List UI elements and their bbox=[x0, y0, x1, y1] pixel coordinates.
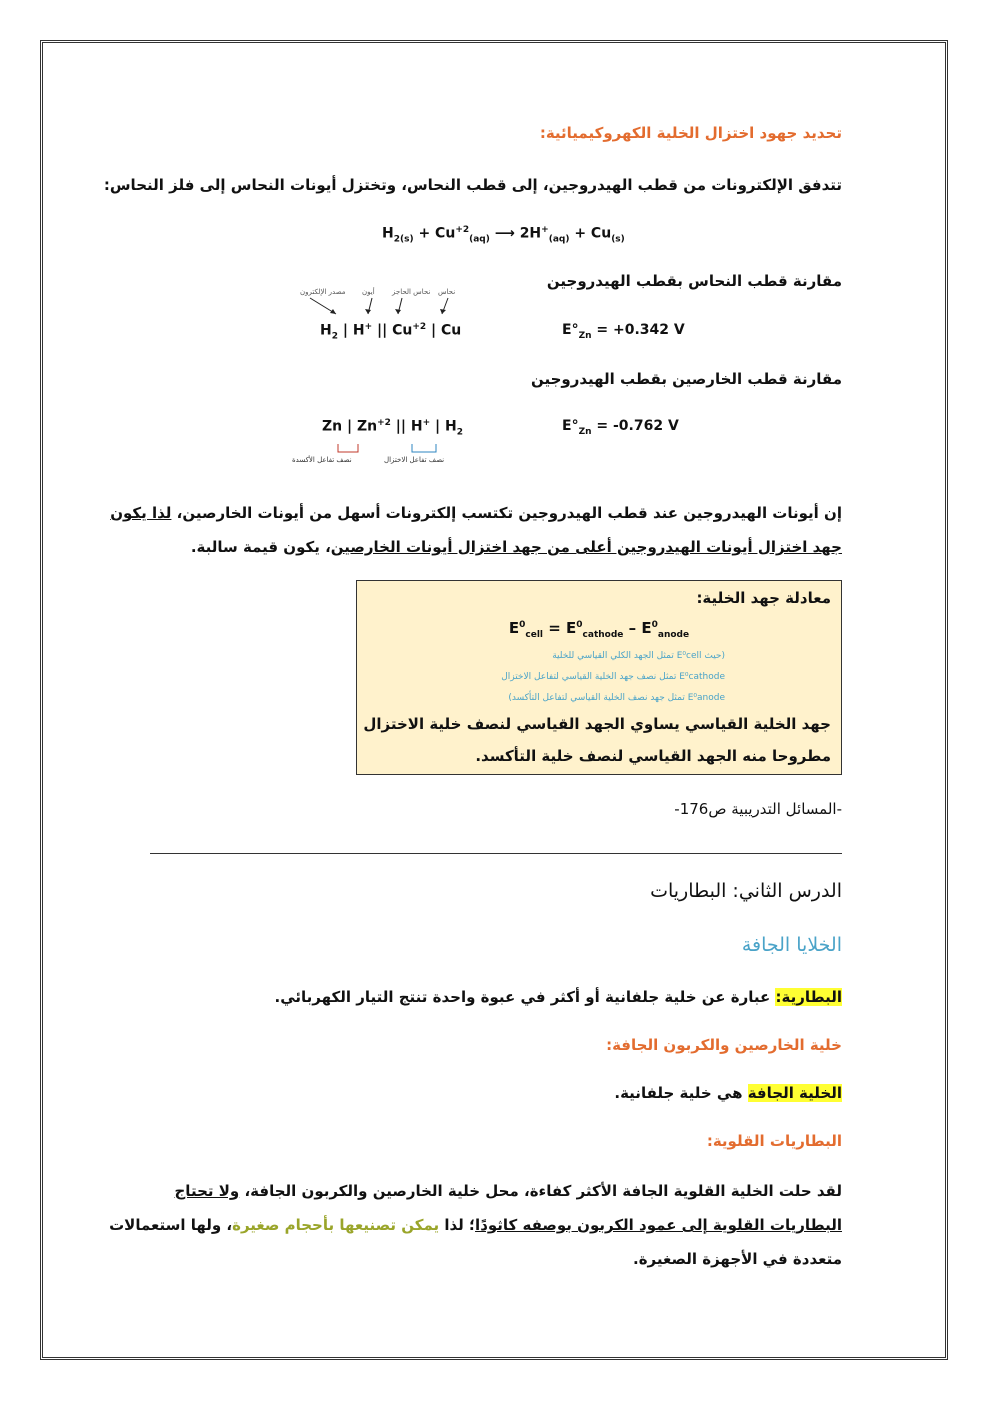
zinc-carbon-heading: خلية الخارصين والكربون الجافة: bbox=[606, 1036, 842, 1054]
alkaline-line3: متعددة في الأجهزة الصغيرة. bbox=[633, 1250, 842, 1268]
reduction-label: نصف تفاعل الاختزال bbox=[384, 456, 445, 464]
compare-copper-text: مقارنة قطب النحاس بقطب الهيدروجين bbox=[546, 272, 842, 290]
cell-formula: $E^0_{cell} = E^0_{cathode} - E^0_{anode}$ bbox=[508, 619, 690, 640]
tiny-label: مصدر الإلكترون bbox=[300, 288, 346, 296]
tiny-label: أيون bbox=[362, 288, 375, 296]
alkaline-line2: البطاريات القلوية إلى عمود الكربون بوصفه كاثودًا؛ لذا يمكن تصنيعها بأحجام صغيرة، ولها استعمالات bbox=[109, 1216, 842, 1234]
section-divider bbox=[150, 853, 842, 854]
tiny-label: نحاس الحاجز bbox=[392, 288, 431, 296]
note-line: E⁰cathode تمثل نصف جهد الخلية القياسي لتفاعل الاختزال bbox=[501, 672, 725, 682]
tiny-label: نحاس bbox=[438, 288, 456, 296]
intro-text: تتدفق الإلكترونات من قطب الهيدروجين، إلى قطب النحاس، وتختزل أيونات النحاس إلى فلز النحاس: bbox=[103, 176, 842, 194]
heading-cell-potentials: تحديد جهود اختزال الخلية الكهروكيميائية: bbox=[539, 124, 842, 142]
note-line: (حيث E⁰cell تمثل الجهد الكلي القياسي للخلية bbox=[552, 651, 725, 661]
reaction-equation: $H_{2(s)} + Cu^{+2}_{(aq)}$ ⟶ $2H^+_{(aq)} + Cu_{(s)}$ bbox=[382, 225, 625, 245]
compare-zinc-text: مقارنة قطب الخارصين بقطب الهيدروجين bbox=[530, 370, 842, 388]
oxidation-label: نصف تفاعل الأكسدة bbox=[292, 456, 352, 464]
dry-cell-definition: الخلية الجافة هي خلية جلفانية. bbox=[614, 1084, 842, 1102]
arrow-icons bbox=[300, 296, 460, 318]
copper-potential: $E^\circ_{Zn} = +0.342$ V bbox=[562, 322, 685, 341]
lesson2-title: الدرس الثاني: البطاريات bbox=[650, 880, 842, 902]
exercises-ref: -المسائل التدريبية ص176- bbox=[674, 800, 842, 818]
box-text-line2: مطروحا منه الجهد القياسي لنصف خلية التأكسد. bbox=[475, 747, 831, 765]
alkaline-line1: لقد حلت الخلية القلوية الجافة الأكثر كفاءة، محل خلية الخارصين والكربون الجافة، ولا تحتاج bbox=[174, 1182, 842, 1200]
half-reaction-brackets bbox=[330, 440, 450, 456]
dry-cells-title: الخلايا الجافة bbox=[741, 934, 842, 956]
zinc-cell-notation: Zn | $Zn^{+2}$ || H+ | $H_2$ bbox=[322, 418, 464, 438]
zinc-potential: $E^\circ_{Zn} = -0.762$ V bbox=[562, 418, 679, 437]
para1-line1: إن أيونات الهيدروجين عند قطب الهيدروجين تكتسب إلكترونات أسهل من أيونات الخارصين، لذا يكون bbox=[110, 504, 842, 522]
box-title: معادلة جهد الخلية: bbox=[696, 589, 831, 607]
note-line: E⁰anode تمثل جهد نصف الخلية القياسي لتفاعل التأكسد) bbox=[508, 693, 725, 703]
battery-definition: البطارية: عبارة عن خلية جلفانية أو أكثر في عبوة واحدة تنتج التيار الكهربائي. bbox=[274, 988, 842, 1006]
copper-cell-notation: $H_2$ | H+ || $Cu^{+2}$ | Cu bbox=[320, 322, 462, 342]
para1-line2: جهد اختزال أيونات الهيدروجين أعلى من جهد اختزال أيونات الخارصين، يكون قيمة سالبة. bbox=[190, 538, 842, 556]
cell-potential-box bbox=[356, 580, 842, 775]
alkaline-heading: البطاريات القلوية: bbox=[706, 1132, 842, 1150]
box-text-line1: جهد الخلية القياسي يساوي الجهد القياسي لنصف خلية الاختزال bbox=[363, 715, 831, 733]
